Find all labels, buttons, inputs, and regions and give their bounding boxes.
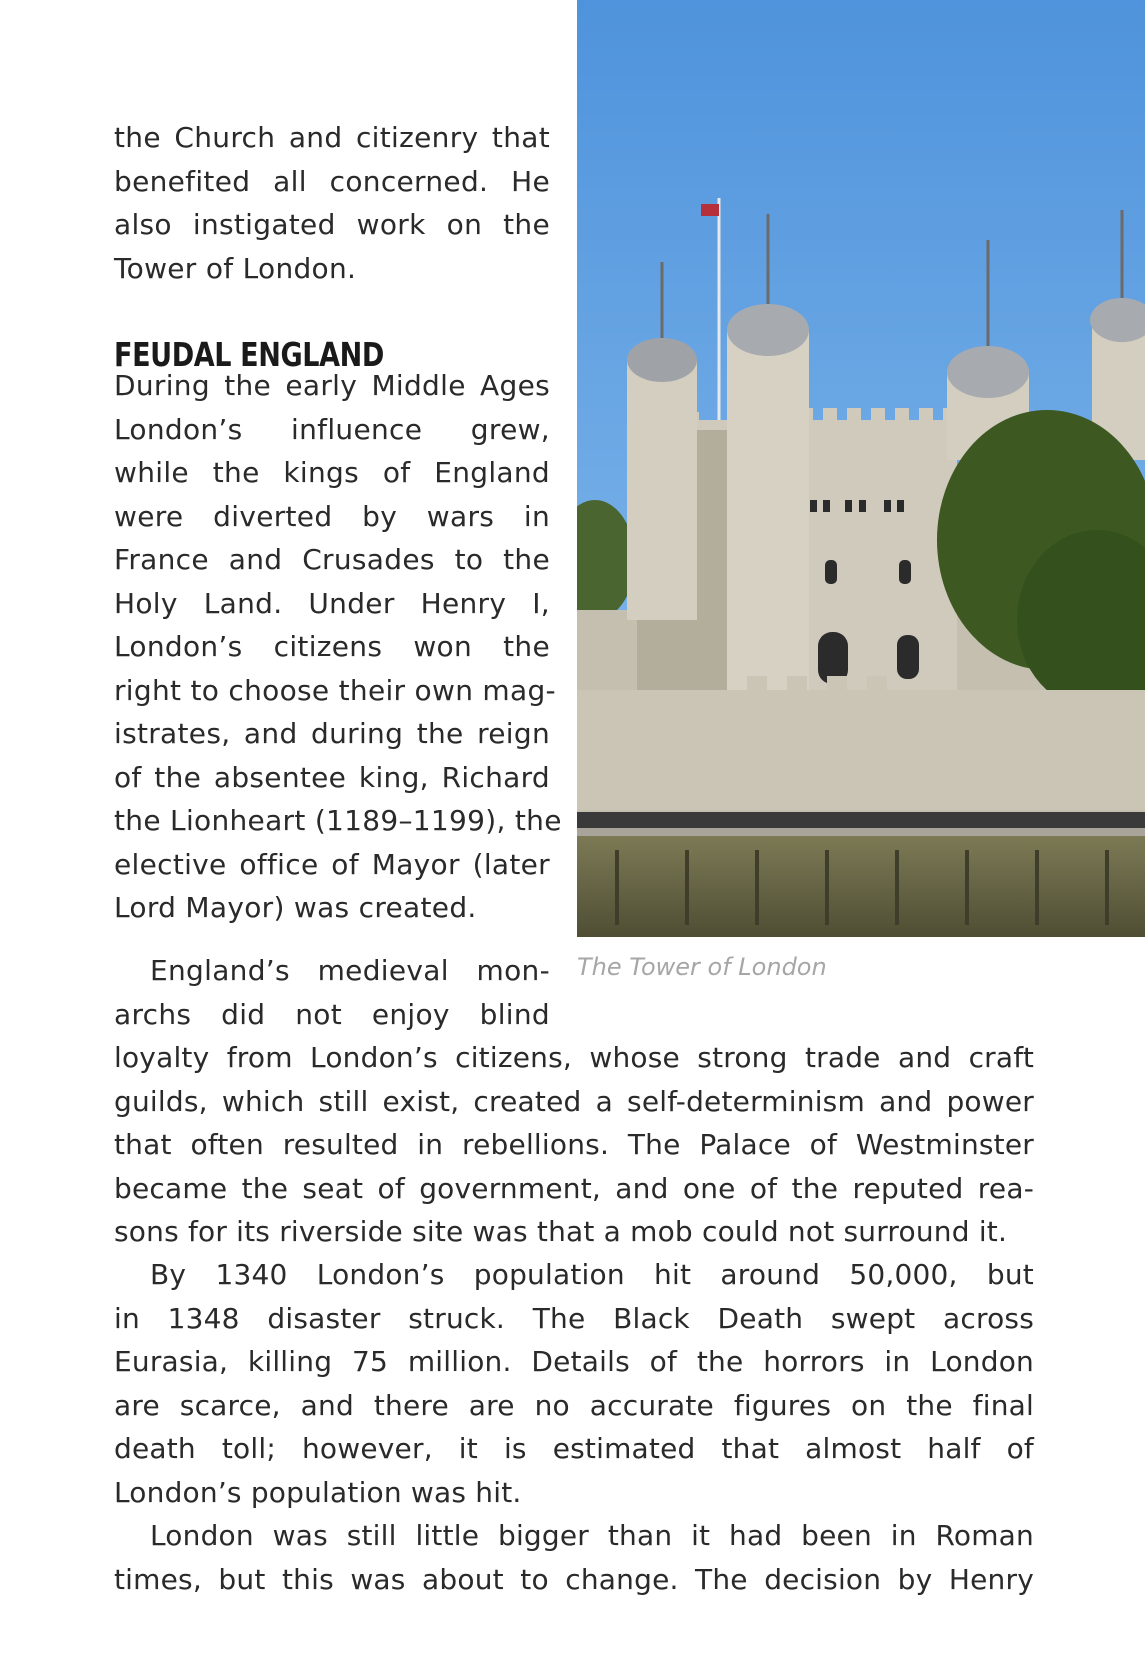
text-line: are scarce, and there are no accurate figures on the final (114, 1388, 1034, 1422)
text-line: London’s influence grew, (114, 412, 550, 446)
text-line: sons for its riverside site was that a mob could not surround it. (114, 1215, 1008, 1248)
intro-paragraph (114, 116, 550, 290)
paragraph-2-narrow (114, 949, 550, 1036)
text-line: in 1348 disaster struck. The Black Death swept across (114, 1301, 1034, 1335)
text-line: France and Crusades to the (114, 543, 550, 576)
text-line: London was still little bigger than it had been in Roman (150, 1519, 1034, 1552)
paragraph-1 (114, 364, 562, 930)
text-line: archs did not enjoy blind (114, 997, 550, 1031)
text-line: that often resulted in rebellions. The Palace of Westminster (114, 1128, 1034, 1161)
paragraph-2-wide (114, 1036, 1034, 1254)
text-line: Tower of London. (114, 251, 357, 285)
text-line: also instigated work on the (114, 208, 550, 241)
text-line: the Lionheart (1189–1199), the (114, 804, 562, 837)
paragraph-3 (114, 1253, 1034, 1514)
text-line: while the kings of England (114, 456, 550, 489)
text-line: right to choose their own mag- (114, 673, 556, 707)
text-line: death toll; however, it is estimated that almost half of (114, 1432, 1034, 1465)
text-line: Holy Land. Under Henry I, (114, 586, 550, 620)
text-line: elective office of Mayor (later (114, 847, 550, 881)
text-line: London’s population was hit. (114, 1475, 522, 1509)
text-line: England’s medieval mon- (150, 954, 550, 987)
photo-caption: The Tower of London (577, 953, 827, 981)
paragraph-4 (114, 1514, 1034, 1601)
text-line: istrates, and during the reign (114, 717, 550, 750)
text-line: Eurasia, killing 75 million. Details of the horrors in London (114, 1345, 1034, 1378)
text-line: guilds, which still exist, created a self-determinism and power (114, 1084, 1034, 1118)
text-line: By 1340 London’s population hit around 50,000, but (150, 1258, 1034, 1291)
text-line: During the early Middle Ages (114, 369, 550, 402)
text-line: Lord Mayor) was created. (114, 891, 477, 924)
tower-of-london-photo (577, 0, 1145, 937)
text-line: times, but this was about to change. The decision by Henry (114, 1562, 1034, 1596)
text-line: London’s citizens won the (114, 630, 550, 663)
text-line: benefited all concerned. He (114, 164, 550, 198)
text-line: of the absentee king, Richard (114, 760, 550, 794)
text-line: loyalty from London’s citizens, whose strong trade and craft (114, 1041, 1034, 1074)
text-line: became the seat of government, and one of the reputed rea- (114, 1171, 1034, 1205)
text-line: were diverted by wars in (114, 499, 550, 533)
text-line: the Church and citizenry that (114, 121, 550, 154)
section-heading: FEUDAL ENGLAND (114, 335, 384, 374)
